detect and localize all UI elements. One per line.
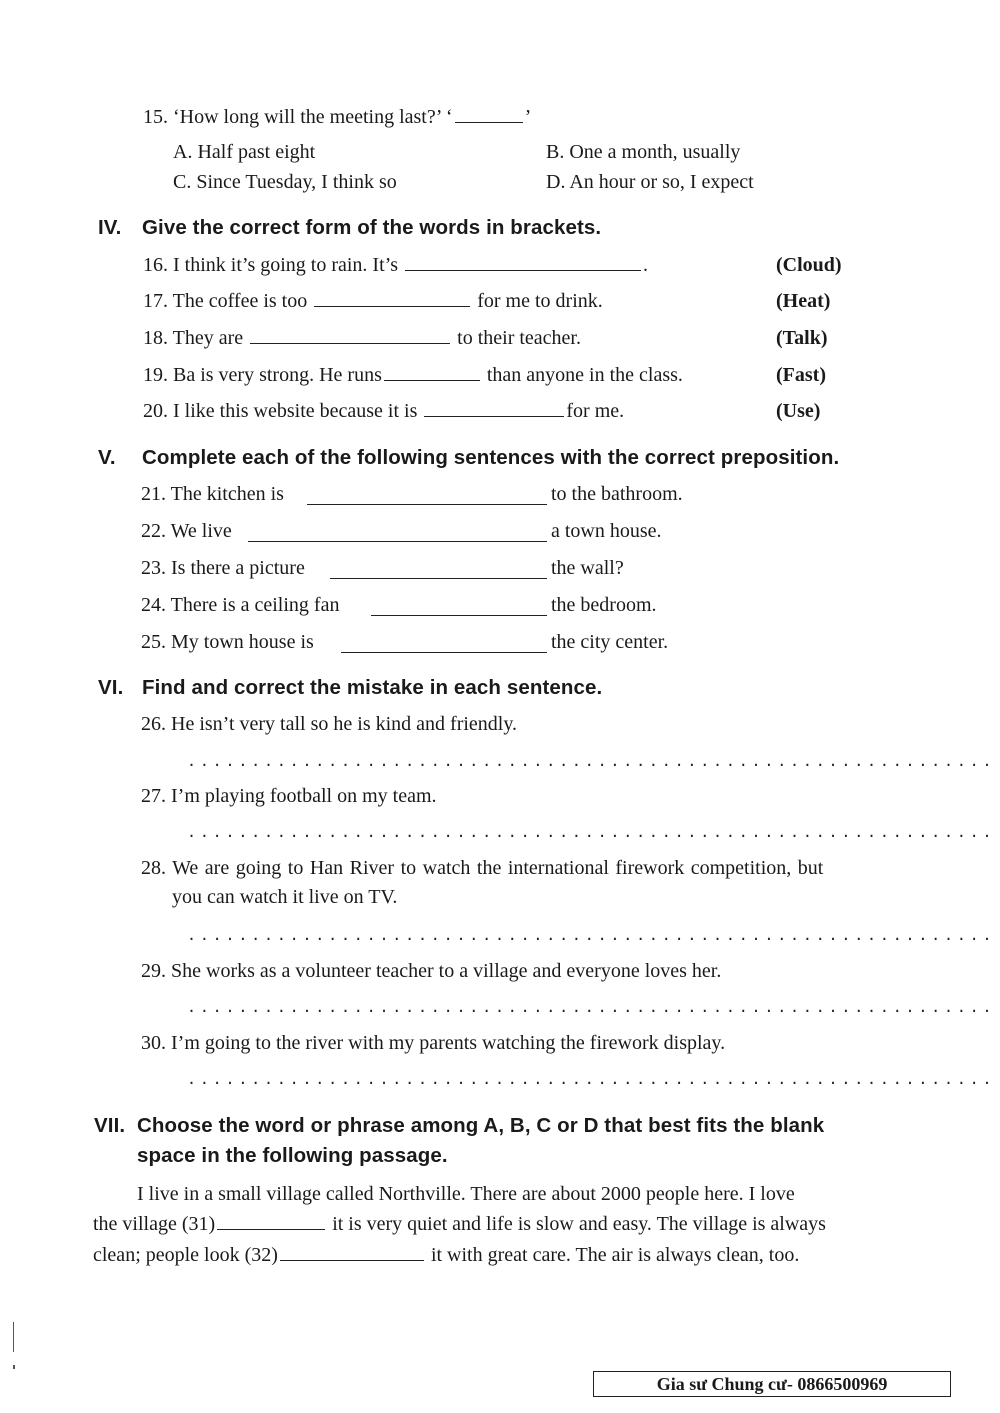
- answer-blank-24[interactable]: [371, 614, 547, 616]
- hint-20: (Use): [776, 400, 821, 422]
- section-7-number: VII.: [94, 1114, 126, 1137]
- question-25-end: the city center.: [551, 631, 669, 653]
- passage-line-2-start: the village (31): [93, 1213, 216, 1235]
- question-19-end: than anyone in the class.: [486, 364, 683, 386]
- answer-blank-19[interactable]: [384, 379, 480, 381]
- question-26-text: 26. He isn’t very tall so he is kind and friendly.: [141, 713, 518, 735]
- answer-blank-32[interactable]: [280, 1259, 424, 1261]
- question-17-text: 17. The coffee is too: [143, 290, 308, 312]
- hint-18: (Talk): [776, 327, 828, 349]
- passage-line-3-end: it with great care. The air is always clean, too.: [430, 1244, 800, 1266]
- question-20: [143, 400, 624, 423]
- section-4-number: IV.: [98, 216, 122, 239]
- section-7-title-line2: space in the following passage.: [137, 1144, 448, 1167]
- answer-blank-22[interactable]: [248, 540, 547, 542]
- question-15-text: 15. ‘How long will the meeting last?’ ‘: [143, 106, 453, 128]
- answer-blank-20[interactable]: [424, 415, 564, 417]
- question-17-end: for me to drink.: [477, 290, 603, 312]
- question-18-end: to their teacher.: [457, 327, 581, 349]
- question-30-text: 30. I’m going to the river with my parents watching the firework display.: [141, 1032, 726, 1054]
- question-17: [143, 290, 603, 313]
- question-15: [143, 106, 531, 129]
- answer-line-27[interactable]: ...............................................................: [187, 823, 996, 841]
- answer-blank-21[interactable]: [307, 503, 547, 505]
- question-21-text: 21. The kitchen is: [141, 483, 284, 505]
- question-20-text: 20. I like this website because it is: [143, 400, 418, 422]
- passage-line-3: [93, 1244, 799, 1267]
- question-19-text: 19. Ba is very strong. He runs: [143, 364, 382, 386]
- option-c[interactable]: C. Since Tuesday, I think so: [173, 171, 397, 193]
- passage-line-2: [93, 1213, 826, 1236]
- answer-line-29[interactable]: ...............................................................: [187, 998, 996, 1016]
- answer-blank-15[interactable]: [455, 121, 523, 123]
- section-5-title: Complete each of the following sentences with the correct preposition.: [142, 446, 840, 469]
- question-24-text: 24. There is a ceiling fan: [141, 594, 340, 616]
- question-28-text: 28. We are going to Han River to watch the international firework competition, but: [141, 857, 824, 879]
- hint-19: (Fast): [776, 364, 826, 386]
- question-23-text: 23. Is there a picture: [141, 557, 305, 579]
- question-23-end: the wall?: [551, 557, 624, 579]
- question-27-text: 27. I’m playing football on my team.: [141, 785, 437, 807]
- hint-17: (Heat): [776, 290, 831, 312]
- answer-line-30[interactable]: ...............................................................: [187, 1070, 996, 1088]
- passage-line-2-end: it is very quiet and life is slow and easy. The village is always: [332, 1213, 826, 1235]
- section-5-number: V.: [98, 446, 116, 469]
- answer-blank-23[interactable]: [330, 577, 547, 579]
- answer-blank-31[interactable]: [217, 1228, 325, 1230]
- hint-16: (Cloud): [776, 254, 842, 276]
- question-24-end: the bedroom.: [551, 594, 657, 616]
- scan-mark-dot: [13, 1365, 15, 1369]
- question-22-text: 22. We live: [141, 520, 232, 542]
- option-a[interactable]: A. Half past eight: [173, 141, 316, 163]
- section-7-title-line1: Choose the word or phrase among A, B, C or D that best fits the blank: [137, 1114, 825, 1137]
- answer-blank-25[interactable]: [341, 651, 547, 653]
- question-16-end: .: [643, 254, 648, 276]
- scan-mark: [13, 1322, 14, 1352]
- question-18: [143, 327, 581, 350]
- footer-box: Gia sư Chung cư- 0866500969: [593, 1371, 951, 1397]
- question-25-text: 25. My town house is: [141, 631, 314, 653]
- section-4-title: Give the correct form of the words in brackets.: [142, 216, 602, 239]
- option-b[interactable]: B. One a month, usually: [546, 141, 741, 163]
- question-28-continued: you can watch it live on TV.: [172, 886, 398, 908]
- question-21-end: to the bathroom.: [551, 483, 683, 505]
- question-18-text: 18. They are: [143, 327, 244, 349]
- question-22-end: a town house.: [551, 520, 662, 542]
- passage-line-3-start: clean; people look (32): [93, 1244, 278, 1266]
- question-20-end: for me.: [566, 400, 625, 422]
- question-19: [143, 364, 683, 387]
- question-15-end: ’: [524, 106, 532, 128]
- answer-blank-18[interactable]: [250, 342, 450, 344]
- question-16-text: 16. I think it’s going to rain. It’s: [143, 254, 398, 276]
- section-6-title: Find and correct the mistake in each sentence.: [142, 676, 603, 699]
- passage-line-1: I live in a small village called Northville. There are about 2000 people here. I love: [137, 1183, 795, 1205]
- answer-blank-16[interactable]: [405, 269, 641, 271]
- answer-line-28[interactable]: ...............................................................: [187, 926, 996, 944]
- answer-line-26[interactable]: ...............................................................: [187, 752, 996, 770]
- question-29-text: 29. She works as a volunteer teacher to a village and everyone loves her.: [141, 960, 722, 982]
- answer-blank-17[interactable]: [314, 305, 470, 307]
- question-16: [143, 254, 648, 277]
- section-6-number: VI.: [98, 676, 124, 699]
- option-d[interactable]: D. An hour or so, I expect: [546, 171, 754, 193]
